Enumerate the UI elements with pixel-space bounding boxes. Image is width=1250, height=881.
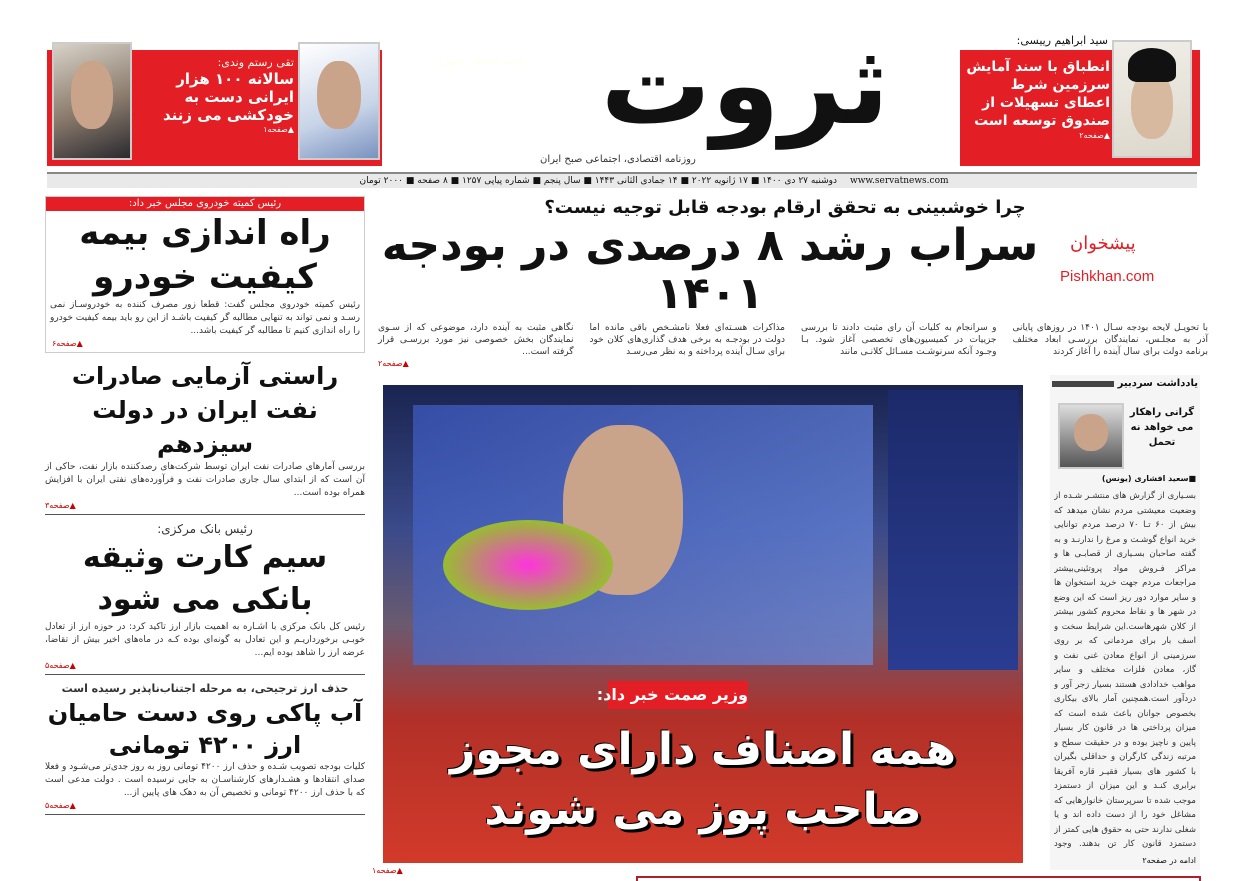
teaser-page: ▲صفحه۴ — [493, 141, 524, 150]
issue-dateline: دوشنبه ۲۷ دی ۱۴۰۰ ■ ۱۷ ژانویه ۲۰۲۲ ■ ۱۴ جمادی الثانی ۱۴۴۳ ■ سال پنجم ■ شماره پیاپی ۱۲۵۷ ■ ۸ صفحه ■ ۲۰۰۰ تومان — [359, 176, 837, 186]
newspaper-logo — [540, 20, 950, 150]
lead-kicker: چرا خوشبینی به تحقق ارقام بودجه قابل توجیه نیست؟ — [544, 197, 1026, 218]
banner — [888, 390, 1018, 670]
story-body: کلیات بودجه تصویب شـده و حذف ارز ۴۲۰۰ تومانی روز به روز جدی‌تر می‌شـود و فعلا صدای انتقادها و هشـدارهای کارشناسـان به جایی نرسیده است . دولت مدعی است که با حذف ارز ۴۲۰۰ تومانی و تخصیص آن به دهک های پایین از... — [45, 762, 365, 798]
teaser-page: ▲صفحه۲ — [1079, 131, 1110, 140]
story-page-ref[interactable]: ▲صفحه۳ — [45, 501, 76, 510]
bottom-box — [636, 876, 1201, 881]
story-page-ref[interactable]: ▲صفحه۵ — [45, 661, 76, 670]
photo-story-headline-line: همه اصناف دارای مجوز — [449, 724, 957, 775]
teaser-rostamvandi[interactable] — [136, 56, 294, 135]
sidebar-story-car-insurance[interactable] — [45, 196, 365, 353]
story-page-ref[interactable]: ▲صفحه۶ — [52, 339, 83, 348]
teaser-kicker: وحید شقاقی شهری: — [430, 54, 524, 67]
editorial-title[interactable]: گرانی راهکار می خواهد نه تحمل — [1129, 407, 1195, 448]
website-url-label[interactable]: www.servatnews.com — [850, 176, 949, 186]
story-headline: راستی آزمایی صادرات نفت ایران در دولت سیزدهم — [71, 362, 339, 458]
story-headline: آب پاکی روی دست حامیان ارز ۴۲۰۰ تومانی — [47, 699, 363, 759]
tagline: روزنامه اقتصادی، اجتماعی صبح ایران — [540, 154, 696, 165]
teaser-headline: انطباق با سند آمایش سرزمین شرط اعطای تسهیلات از صندوق توسعه است — [966, 59, 1110, 129]
teaser-photo-shaghaghi — [298, 42, 380, 160]
editorial-body: بسـیاری از گزارش های منتشـر شـده از وضعیت معیشتی مردم نشان میدهد که بیش از ۶۰ تـا ۷۰ درصد مردم توانایی خرید انواع گوشـت و مرغ را ندارنـد و به گفته صاحبان بسـیاری از قصابـی ها و مراکز فـروش مواد پروتئینی‌بیشتر مراجعات مردم جهت خرید استخوان ها و سایر موارد دور ریز است که این وضع در شهر ها و نقاط محروم کشور بیشتر از کلان شهرهاست.این شرایط سخت و اسف بار برای مردمانی که بر روی سرزمینی از انواع معادن غنی نفت و گاز، معادن فلزات مختلف و سایر مواهب خدادادی هستند بسیار زجر آور و دردآور است.همچنین آمار بالای بیکاری بخصوص جوانان باعث شده است که میزان پرداختی ها در قانون کار بسیار پایین و ناچیز بوده و در حقیقت سطح و مرتبه زندگی کارگران و حداقلی بگیران با کشور های بسیار فقیـر قاره آفریقا برابری کنـد و این میزان از دستمزد موجب شده تا سرپرستان خانوارهایی که مشاغل خود را از دست داده اند و یا شغلی ندارند حتی به حقوق هایی کمتر از دستمزد قانون کار تن بدهند. وجود — [1054, 491, 1196, 849]
story-headline: سیم کارت وثیقه بانکی می شود — [82, 540, 328, 617]
teaser-kicker: تقی رستم وندی: — [217, 56, 294, 69]
watermark: پیشخوان — [1070, 233, 1136, 254]
lead-headline[interactable]: سراب رشد ۸ درصدی در بودجه ۱۴۰۱ — [381, 220, 1039, 319]
photo-story-headline[interactable] — [383, 720, 1023, 840]
photo-story-image[interactable] — [383, 385, 1023, 863]
watermark-url: Pishkhan.com — [1060, 268, 1155, 285]
story-headline: راه اندازی بیمه کیفیت خودرو — [79, 213, 331, 297]
teaser-headline: اقتصاد ایران برای عبور از فرسودگی ۴۰۰ میلیارد دلار سرمایه می‌خواهد — [390, 68, 524, 140]
story-kicker: رئیس بانک مرکزی: — [157, 522, 253, 536]
teaser-raisi[interactable] — [962, 58, 1110, 141]
sidebar-story-oil-exports[interactable] — [45, 359, 365, 515]
story-body: رئیس کمیته خودروی مجلس گفت: قطعا زور مصرف کننده به خودروسـاز نمی رسـد و نمی تواند به تنهایی مطالبه گر کیفیت باشـد از این رو باید بیمه کیفیت خودرو را راه اندازی کنیم تا مطالبه گر کیفیت باشد... — [50, 300, 360, 336]
story-body: رئیس کل بانک مرکزی با اشـاره به اهمیت بازار ارز تاکید کرد: در حوزه ارز از تعادل خوبـی برخورداریـم و این تعادل به گونه‌ای بوده کـه در ماه‌های اخیر بیش از تقاضا، عرضه ارز را شاهد بوده ایم... — [45, 622, 365, 658]
teaser-page: ▲صفحه۱ — [263, 125, 294, 134]
lead-column: با تحویـل لایحه بودجه سـال ۱۴۰۱ در روزهای پایانی آذر به مجلـس، نمایندگان بررسـی ابعاد مختلف برنامه دولت برای سال آینده را آغاز کردند — [1012, 323, 1208, 357]
editorial-author-photo — [1058, 403, 1124, 469]
story-kicker: حذف ارز ترجیحی، به مرحله اجتناب‌ناپذیر رسیده است — [61, 682, 349, 695]
story-page-ref[interactable]: ▲صفحه۵ — [45, 801, 76, 810]
photo-story-headline-line: صاحب پوز می شوند — [484, 784, 922, 835]
teaser-shaghaghi[interactable] — [384, 54, 524, 151]
editorial-author: ■سعید افشاری (یونس) — [1101, 474, 1196, 483]
photo-story-page-ref[interactable]: ▲صفحه۱ — [372, 866, 403, 875]
teaser-kicker: سید ابراهیم رییسی: — [1016, 34, 1108, 47]
teaser-headline: سالانه ۱۰۰ هزار ایرانی دست به خودکشی می زنند — [162, 70, 294, 124]
lead-column: مذاکرات هسـته‌ای فعلا نامشـخص باقی مانده اما دولت در بودجـه به برخی هدف گذاری‌های کلان خود برای سـال آینده پرداخته و به نظر می‌رسـد — [589, 323, 785, 357]
lead-page-ref[interactable]: ▲صفحه۲ — [378, 359, 409, 368]
lead-column: نگاهی مثبت به آینده دارد، موضوعی که از سـوی نمایندگان بخش خصوصی نیز مورد بررسـی قرار گرفته است... — [378, 323, 574, 357]
photo-story-kicker: وزیر صمت خبر داد: — [608, 681, 748, 709]
story-body: بررسی آمارهای صادرات نفت ایران توسط شرکت‌های رصدکننده بازار نفت، حاکی از آن است که از ابتدای سال جاری صادرات نفت و فرآورده‌های نفتی ایران با افزایش همراه بوده است... — [45, 462, 365, 498]
sidebar-story-simcard[interactable] — [45, 521, 365, 675]
lead-column: و سرانجام به کلیات آن رای مثبت دادند تا بررسی جزییات در کمیسیون‌های تخصصی آغاز شود. بـا وجـود آنکه سرنوشـت مسـائل کلانـی مانند — [801, 323, 997, 357]
editorial-header — [1050, 375, 1200, 393]
lead-body — [378, 322, 1208, 369]
teaser-photo-raisi — [1112, 40, 1192, 158]
editorial-section: یادداشت سردبیر — [1117, 378, 1198, 389]
teaser-photo-rostamvandi — [52, 42, 132, 160]
editorial-column — [1050, 375, 1200, 870]
flowers — [443, 520, 613, 610]
editorial-continued[interactable]: ادامه در صفحه۲ — [1142, 856, 1196, 865]
sidebar-story-4200[interactable] — [45, 681, 365, 815]
logo-text: ثروت — [600, 21, 890, 149]
left-sidebar — [45, 196, 365, 821]
divider — [1052, 381, 1114, 387]
story-kicker: رئیس کمیته خودروی مجلس خبر داد: — [46, 197, 364, 211]
dateline-bar — [47, 172, 1197, 188]
